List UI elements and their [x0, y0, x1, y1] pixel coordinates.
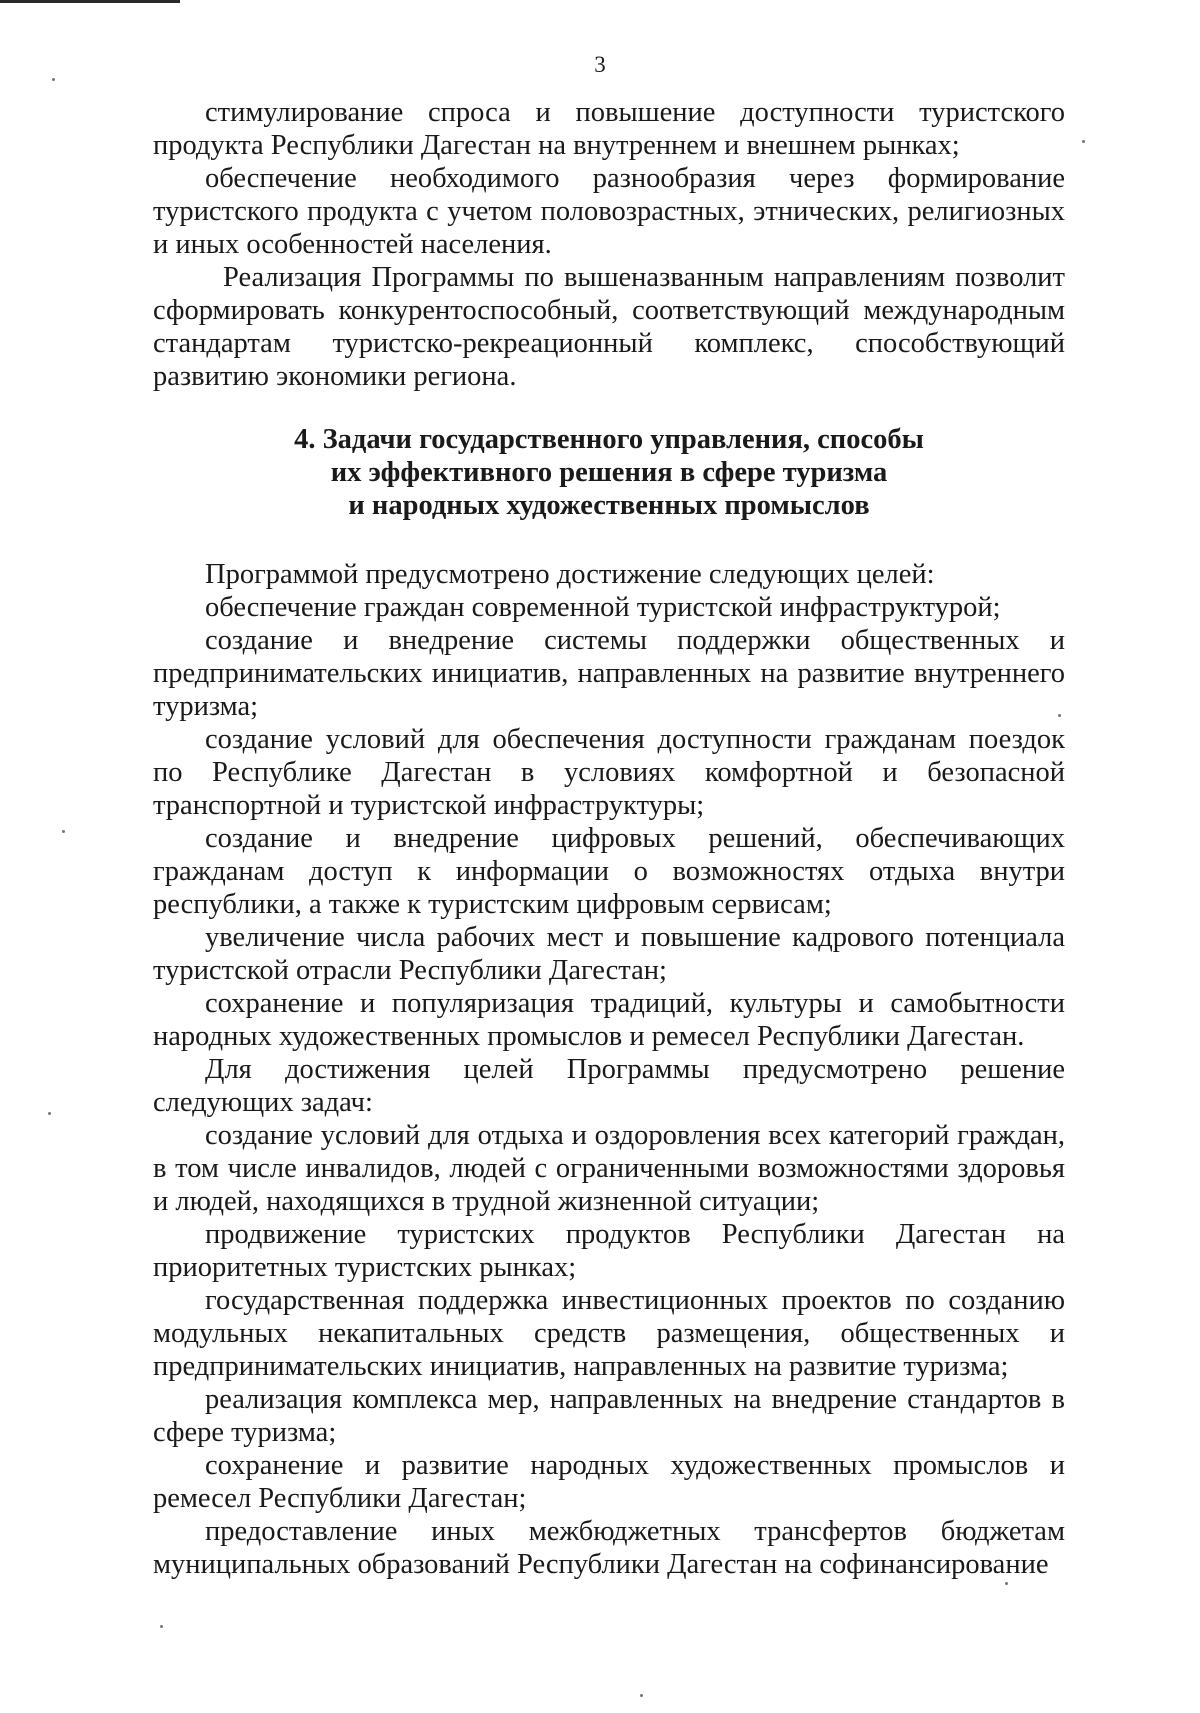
intro-paragraph-1: стимулирование спроса и повышение доступности туристского продукта Республики Дагестан на внутреннем и внешнем рынках;	[153, 97, 1065, 161]
document-body	[153, 96, 1065, 1581]
scan-speck	[640, 1694, 643, 1697]
section-paragraph: создание и внедрение системы поддержки общественных и предпринимательских инициатив, направленных на развитие внутреннего туризма;	[153, 625, 1065, 722]
section-paragraph: сохранение и популяризация традиций, культуры и самобытности народных художественных промыслов и ремесел Республики Дагестан.	[153, 988, 1065, 1052]
section-paragraph: сохранение и развитие народных художественных промыслов и ремесел Республики Дагестан;	[153, 1450, 1065, 1514]
section-paragraph: реализация комплекса мер, направленных на внедрение стандартов в сфере туризма;	[153, 1384, 1065, 1448]
section-heading-line-3: и народных художественных промыслов	[348, 490, 870, 521]
scan-speck	[1005, 1582, 1008, 1585]
scan-speck	[52, 78, 55, 81]
scan-speck	[160, 1625, 163, 1628]
section-heading-line-1: 4. Задачи государственного управления, способы	[294, 424, 924, 455]
intro-paragraph-3: Реализация Программы по вышеназванным направлениям позволит сформировать конкурентоспособный, соответствующий международным стандартам туристско-рекреационный комплекс, способствующий развитию экономики региона.	[153, 262, 1065, 392]
section-paragraph: государственная поддержка инвестиционных проектов по созданию модульных некапитальных средств размещения, общественных и предпринимательских инициатив, направленных на развитие туризма;	[153, 1285, 1065, 1382]
section-paragraph: обеспечение граждан современной туристской инфраструктурой;	[205, 592, 1001, 623]
section-body	[153, 558, 1065, 1581]
scan-speck	[1082, 140, 1085, 143]
section-paragraph: создание условий для обеспечения доступности гражданам поездок по Республике Дагестан в условиях комфортной и безопасной транспортной и туристской инфраструктуры;	[153, 724, 1065, 821]
section-heading-line-2: их эффективного решения в сфере туризма	[330, 457, 888, 488]
section-paragraph: продвижение туристских продуктов Республики Дагестан на приоритетных туристских рынках;	[153, 1219, 1065, 1283]
scan-speck	[1058, 714, 1061, 717]
intro-paragraph-2: обеспечение необходимого разнообразия через формирование туристского продукта с учетом половозрастных, этнических, религиозных и иных особенностей населения.	[153, 163, 1065, 260]
page-number: 3	[594, 52, 606, 77]
section-paragraph: Программой предусмотрено достижение следующих целей:	[205, 559, 935, 590]
scan-speck	[48, 1112, 51, 1115]
section-heading	[153, 423, 1065, 522]
scan-speck	[62, 830, 65, 833]
section-paragraph: Для достижения целей Программы предусмотрено решение следующих задач:	[153, 1054, 1065, 1118]
section-paragraph: создание условий для отдыха и оздоровления всех категорий граждан, в том числе инвалидов, людей с ограниченными возможностями здоровья и людей, находящихся в трудной жизненной ситуации;	[153, 1120, 1065, 1217]
section-paragraph: предоставление иных межбюджетных трансфертов бюджетам муниципальных образований Республики Дагестан на софинансирование	[153, 1516, 1065, 1580]
section-paragraph: увеличение числа рабочих мест и повышение кадрового потенциала туристской отрасли Республики Дагестан;	[153, 922, 1065, 986]
scan-edge-line	[0, 0, 180, 3]
section-paragraph: создание и внедрение цифровых решений, обеспечивающих гражданам доступ к информации о возможностях отдыха внутри республики, а также к туристским цифровым сервисам;	[153, 823, 1065, 920]
